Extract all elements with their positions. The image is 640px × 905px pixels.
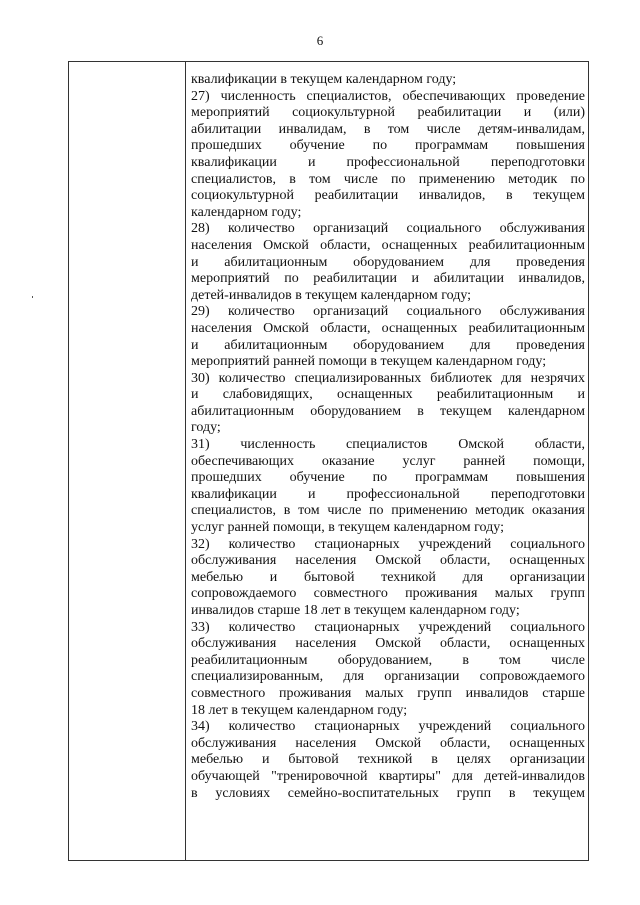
column-divider xyxy=(185,62,186,860)
text-line: квалификации в текущем календарном году; xyxy=(191,72,457,87)
text-line: сопровождаемого совместного проживания малых групп xyxy=(191,586,585,602)
text-line: обслуживания населения Омской области, оснащенных xyxy=(191,553,585,569)
text-line: и слабовидящих, оснащенных реабилитационным и xyxy=(191,387,585,403)
text-line: инвалидов старше 18 лет в текущем календарном году; xyxy=(191,603,520,618)
text-line: 27) численность специалистов, обеспечивающих проведение xyxy=(191,88,585,104)
text-line: социокультурной реабилитации инвалидов, в текущем xyxy=(191,188,585,204)
text-line: абилитационным оборудованием в текущем календарном xyxy=(191,403,585,419)
text-column xyxy=(191,72,585,802)
text-line: населения Омской области, оснащенных реабилитационным xyxy=(191,237,585,253)
text-line: реабилитационным оборудованием, в том числе xyxy=(191,652,585,668)
text-line: мероприятий ранней помощи в текущем календарном году; xyxy=(191,354,547,370)
text-line: специализированным, для организации сопровождаемого xyxy=(191,669,585,685)
page-number: 6 xyxy=(316,33,324,48)
text-line: мебелью и бытовой техникой для организации xyxy=(191,569,585,585)
text-line: и абилитационным оборудованием для проведения xyxy=(191,254,585,270)
text-line: 28) количество организаций социального обслуживания xyxy=(191,221,585,237)
text-line: 34) количество стационарных учреждений социального xyxy=(191,719,585,735)
text-line: абилитации инвалидам, в том числе детям-инвалидам, xyxy=(191,121,585,137)
text-line: услуг ранней помощи, в текущем календарном году; xyxy=(191,520,504,536)
text-line: 30) количество специализированных библиотек для незрячих xyxy=(191,370,585,386)
table xyxy=(68,61,589,861)
text-line: 31) численность специалистов Омской области, xyxy=(191,437,585,453)
text-line: и абилитационным оборудованием для проведения xyxy=(191,337,585,353)
text-line: обучающей "тренировочной квартиры" для детей-инвалидов xyxy=(191,768,585,784)
text-line: прошедших обучение по программам повышения xyxy=(191,470,585,486)
text-line: обслуживания населения Омской области, оснащенных xyxy=(191,636,585,652)
text-line: мероприятий социокультурной реабилитации и (или) xyxy=(191,105,585,121)
text-line: совместного проживания малых групп инвалидов старше xyxy=(191,685,585,701)
text-line: 18 лет в текущем календарном году; xyxy=(191,702,408,718)
text-line: специалистов, в том числе по применению методик оказания xyxy=(191,503,585,519)
text-line: 33) количество стационарных учреждений социального xyxy=(191,619,585,635)
text-line: году; xyxy=(191,420,221,436)
text-line: обслуживания населения Омской области, оснащенных xyxy=(191,735,585,751)
text-line: 32) количество стационарных учреждений социального xyxy=(191,536,585,552)
text-line: 29) количество организаций социального обслуживания xyxy=(191,304,585,320)
scan-speck xyxy=(32,296,33,298)
text-line: квалификации и профессиональной переподготовки xyxy=(191,486,585,502)
text-line: календарном году; xyxy=(191,204,302,220)
text-line: мероприятий по реабилитации и абилитации инвалидов, xyxy=(191,271,585,287)
text-line: прошедших обучение по программам повышения xyxy=(191,138,585,154)
text-line: в условиях семейно-воспитательных групп в текущем xyxy=(191,785,585,801)
text-line: обеспечивающих оказание услуг ранней помощи, xyxy=(191,453,585,469)
text-line: мебелью и бытовой техникой в целях организации xyxy=(191,752,585,768)
text-line: квалификации и профессиональной переподготовки xyxy=(191,154,585,170)
text-line: специалистов, в том числе по применению методик по xyxy=(191,171,585,187)
text-line: населения Омской области, оснащенных реабилитационным xyxy=(191,320,585,336)
text-line: детей-инвалидов в текущем календарном году; xyxy=(191,287,472,303)
